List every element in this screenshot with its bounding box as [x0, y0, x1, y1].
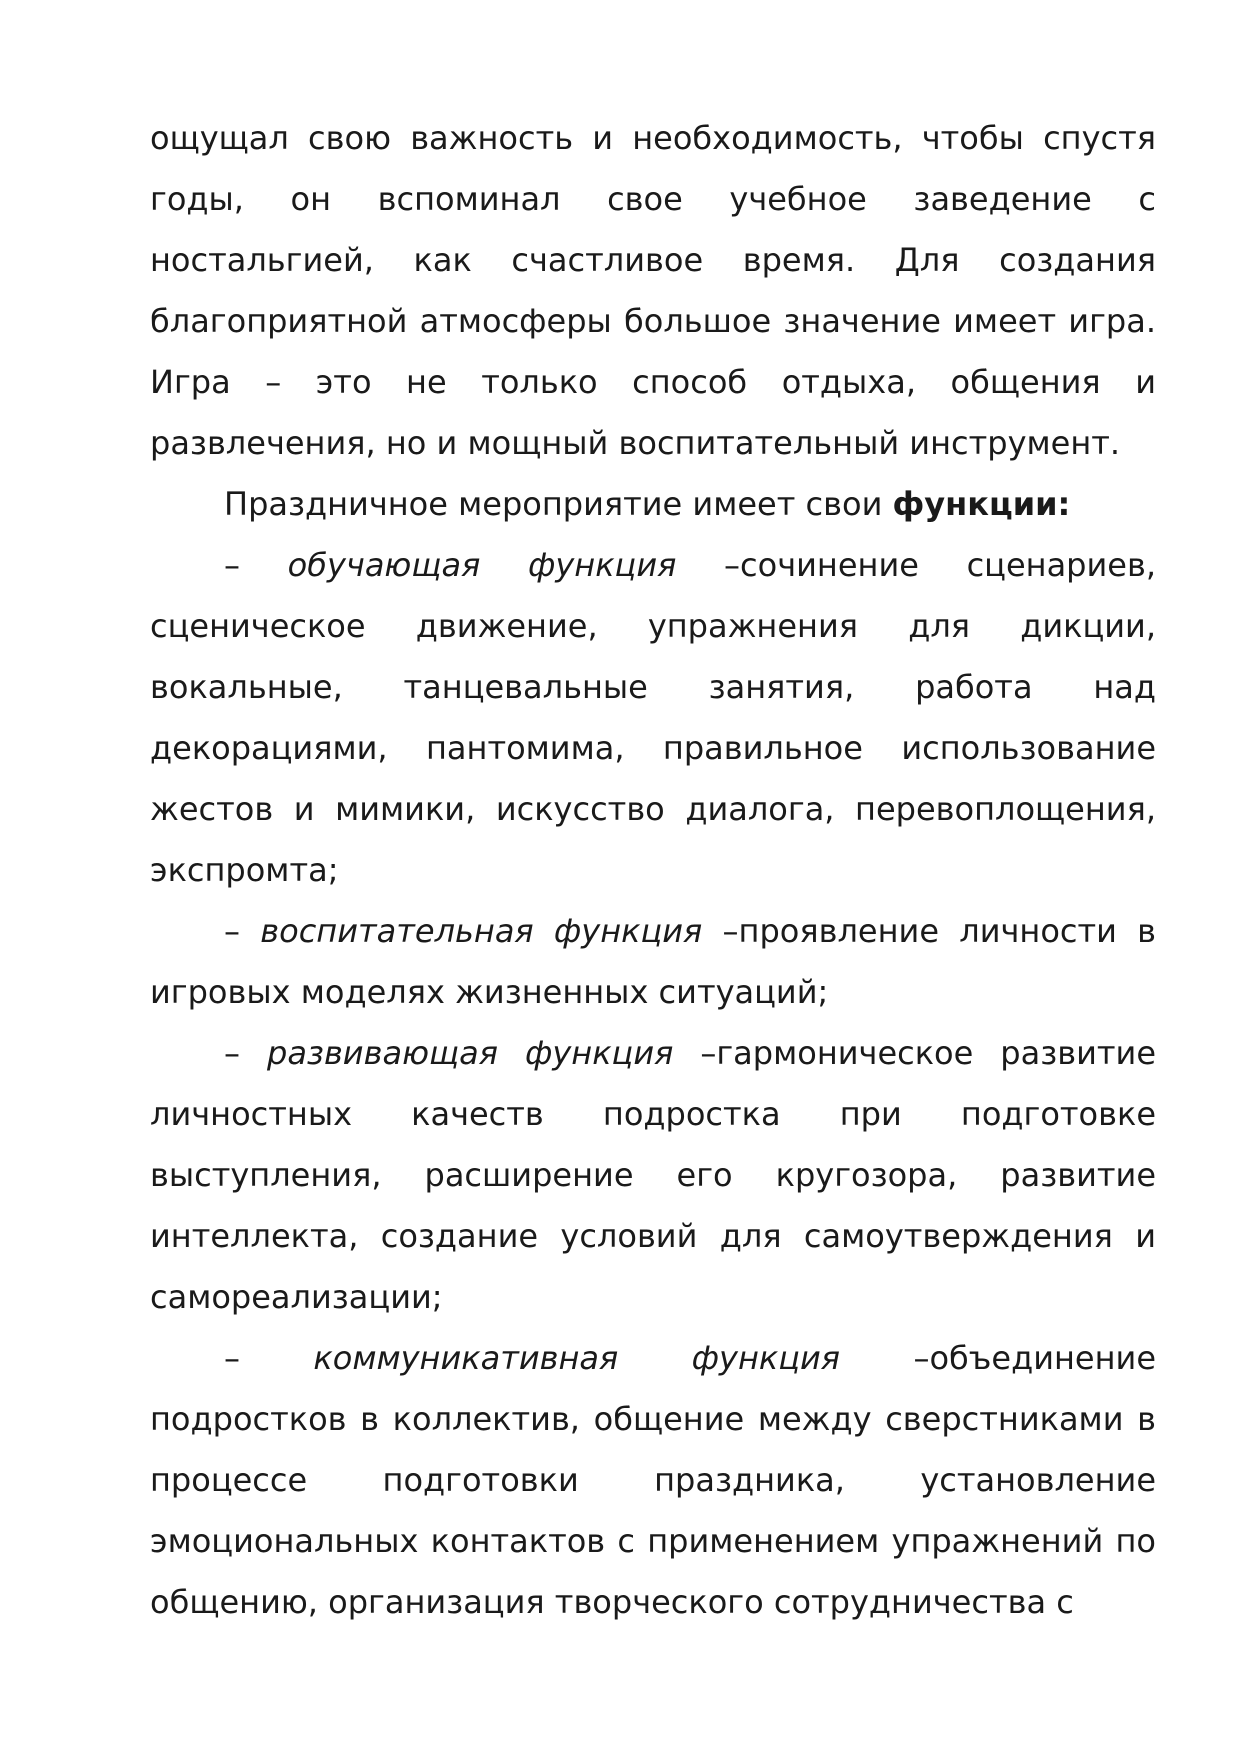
list-dash: – [224, 1034, 267, 1072]
teaching-function-text: –сочинение сценариев, сценическое движение, упражнения для дикции, вокальные, танцевальные занятия, работа над декорациями, пантомима, правильное использование жестов и мимики, искусство диалога, перевоплощения, экспромта; [150, 546, 1157, 889]
functions-heading-text: Праздничное мероприятие имеет свои [224, 485, 893, 523]
developmental-function-text: –гармоническое развитие личностных качеств подростка при подготовке выступления, расширение его кругозора, развитие интеллекта, создание условий для самоутверждения и самореализации; [150, 1034, 1157, 1316]
paragraph-communicative-function [150, 1328, 1156, 1633]
list-dash: – [224, 912, 261, 950]
developmental-function-term: развивающая функция [267, 1034, 674, 1072]
list-dash: – [224, 546, 288, 584]
list-dash: – [224, 1339, 314, 1377]
paragraph-educational-function [150, 901, 1156, 1023]
paragraph-teaching-function [150, 535, 1156, 901]
document-page [150, 108, 1156, 1633]
communicative-function-term: коммуникативная функция [313, 1339, 841, 1377]
paragraph-developmental-function [150, 1023, 1156, 1328]
functions-heading-bold: функции: [892, 485, 1071, 523]
educational-function-text: –проявление личности в игровых моделях жизненных ситуаций; [150, 912, 1157, 1011]
educational-function-term: воспитательная функция [260, 912, 703, 950]
teaching-function-term: обучающая функция [287, 546, 677, 584]
paragraph-functions-heading [150, 474, 1156, 535]
paragraph-intro: ощущал свою важность и необходимость, чтобы спустя годы, он вспоминал свое учебное заведение с ностальгией, как счастливое время. Для создания благоприятной атмосферы большое значение имеет игра. Игра – это не только способ отдыха, общения и развлечения, но и мощный воспитательный инструмент. [150, 119, 1156, 462]
communicative-function-text: –объединение подростков в коллектив, общение между сверстниками в процессе подготовки праздника, установление эмоциональных контактов с применением упражнений по общению, организация творческого сотрудничества с [150, 1339, 1156, 1621]
